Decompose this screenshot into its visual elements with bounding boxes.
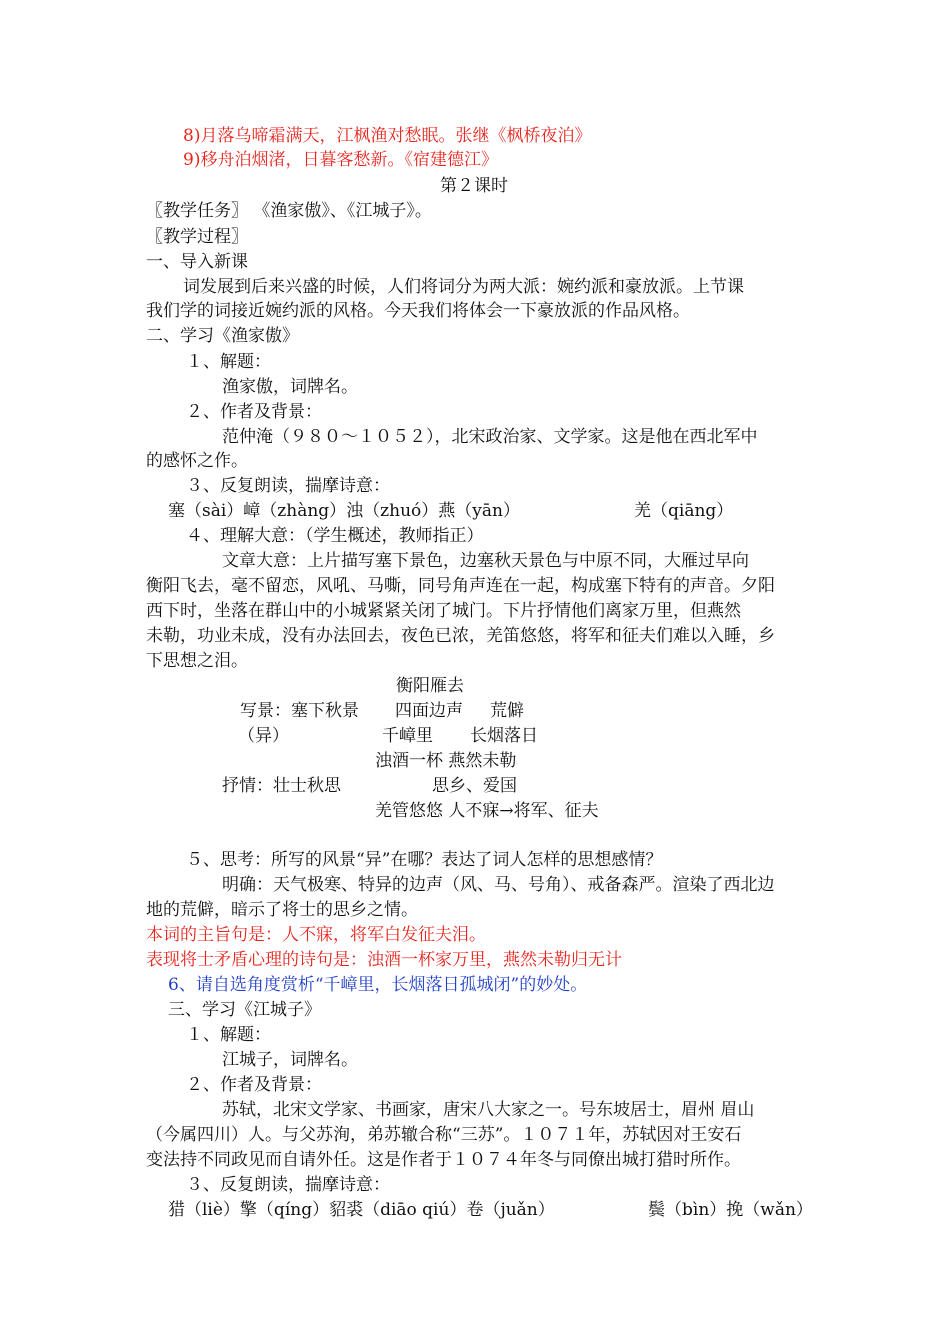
item-heading: １、解题： (186, 1025, 271, 1045)
teaching-process: 〖教学过程〗 (146, 227, 248, 247)
answer-line: 地的荒僻，暗示了将士的思乡之情。 (146, 900, 418, 920)
background-line: 苏轼，北宋文学家、书画家，唐宋八大家之一。号东坡居士，眉州 眉山 (222, 1100, 755, 1120)
diagram-text: 衡阳雁去 (396, 676, 464, 696)
pronunciation-list: 塞（sài）嶂（zhàng）浊（zhuó）燕（yān） (168, 501, 520, 521)
item-heading: ３、反复朗读，揣摩诗意： (186, 1175, 390, 1195)
intro-paragraph-line: 词发展到后来兴盛的时候，人们将词分为两大派：婉约派和豪放派。上节课 (183, 277, 744, 297)
poem-line-9: 9)移舟泊烟渚，日暮客愁新。《宿建德江》 (183, 150, 498, 170)
meaning-paragraph-line: 西下时，坐落在群山中的小城紧紧关闭了城门。下片抒情他们离家万里，但燕然 (146, 601, 741, 621)
diagram-text: 抒情：壮士秋思 (222, 776, 341, 796)
theme-sentence: 本词的主旨句是：人不寐，将军白发征夫泪。 (146, 925, 486, 945)
diagram-text: 写景：塞下秋景 (240, 701, 359, 721)
diagram-text: 浊酒一杯 燕然未勒 (375, 751, 517, 771)
diagram-text: （异） (238, 726, 289, 746)
item-body: 的感怀之作。 (146, 451, 248, 471)
item-body: 渔家傲，词牌名。 (222, 377, 358, 397)
meaning-paragraph-line: 文章大意：上片描写塞下景色，边塞秋天景色与中原不同，大雁过早向 (222, 551, 749, 571)
item-heading: ４、理解大意：（学生概述，教师指正） (186, 526, 484, 546)
item-body: 江城子，词牌名。 (222, 1050, 358, 1070)
poem-line-8: 8)月落乌啼霜满天，江枫渔对愁眠。张继《枫桥夜泊》 (183, 126, 592, 146)
diagram-text: 四面边声 (395, 701, 463, 721)
item-heading: ３、反复朗读，揣摩诗意： (186, 476, 390, 496)
pronunciation-list: 鬓（bìn）挽（wǎn） (648, 1200, 813, 1220)
diagram-text: 羌管悠悠 人不寐→将军、征夫 (375, 801, 599, 821)
section-heading-intro: 一、导入新课 (146, 252, 248, 272)
diagram-text: 长烟落日 (470, 726, 538, 746)
item-heading: ２、作者及背景： (186, 402, 322, 422)
section-heading-yujiaao: 二、学习《渔家傲》 (146, 326, 299, 346)
item-body: 范仲淹（９８０～１０５２），北宋政治家、文学家。这是他在西北军中 (222, 427, 758, 447)
item-heading: １、解题： (186, 352, 271, 372)
answer-line: 明确：天气极寒、特异的边声（风、马、号角）、戒备森严。渲染了西北边 (222, 875, 775, 895)
appreciation-question: 6、请自选角度赏析“千嶂里，长烟落日孤城闭”的妙处。 (168, 975, 588, 995)
item-heading: ５、思考：所写的风景“异”在哪？表达了词人怎样的思想感情？ (186, 850, 663, 870)
background-line: （今属四川）人。与父苏洵，弟苏辙合称“三苏”。１０７１年，苏轼因对王安石 (146, 1125, 742, 1145)
contradiction-sentence: 表现将士矛盾心理的诗句是：浊酒一杯家万里，燕然未勒归无计 (146, 950, 622, 970)
intro-paragraph-line: 我们学的词接近婉约派的风格。今天我们将体会一下豪放派的作品风格。 (146, 301, 690, 321)
section-heading-jiangchengzi: 三、学习《江城子》 (168, 1000, 321, 1020)
teaching-task: 〖教学任务〗 《渔家傲》、《江城子》。 (146, 201, 432, 221)
meaning-paragraph-line: 衡阳飞去，毫不留恋，风吼、马嘶，同号角声连在一起，构成塞下特有的声音。夕阳 (146, 576, 775, 596)
diagram-text: 思乡、爱国 (432, 776, 517, 796)
item-heading: ２、作者及背景： (186, 1075, 322, 1095)
pronunciation-list: 羌（qiāng） (634, 501, 734, 521)
meaning-paragraph-line: 下思想之泪。 (146, 651, 248, 671)
meaning-paragraph-line: 未勒，功业未成，没有办法回去，夜色已浓，羌笛悠悠，将军和征夫们难以入睡，乡 (146, 626, 775, 646)
diagram-text: 千嶂里 (382, 726, 433, 746)
diagram-text: 荒僻 (490, 701, 524, 721)
pronunciation-list: 猎（liè）擎（qíng）貂裘（diāo qiú）卷（juǎn） (168, 1200, 555, 1220)
lesson-title: 第２课时 (440, 176, 508, 196)
background-line: 变法持不同政见而自请外任。这是作者于１０７４年冬与同僚出城打猎时所作。 (146, 1150, 741, 1170)
